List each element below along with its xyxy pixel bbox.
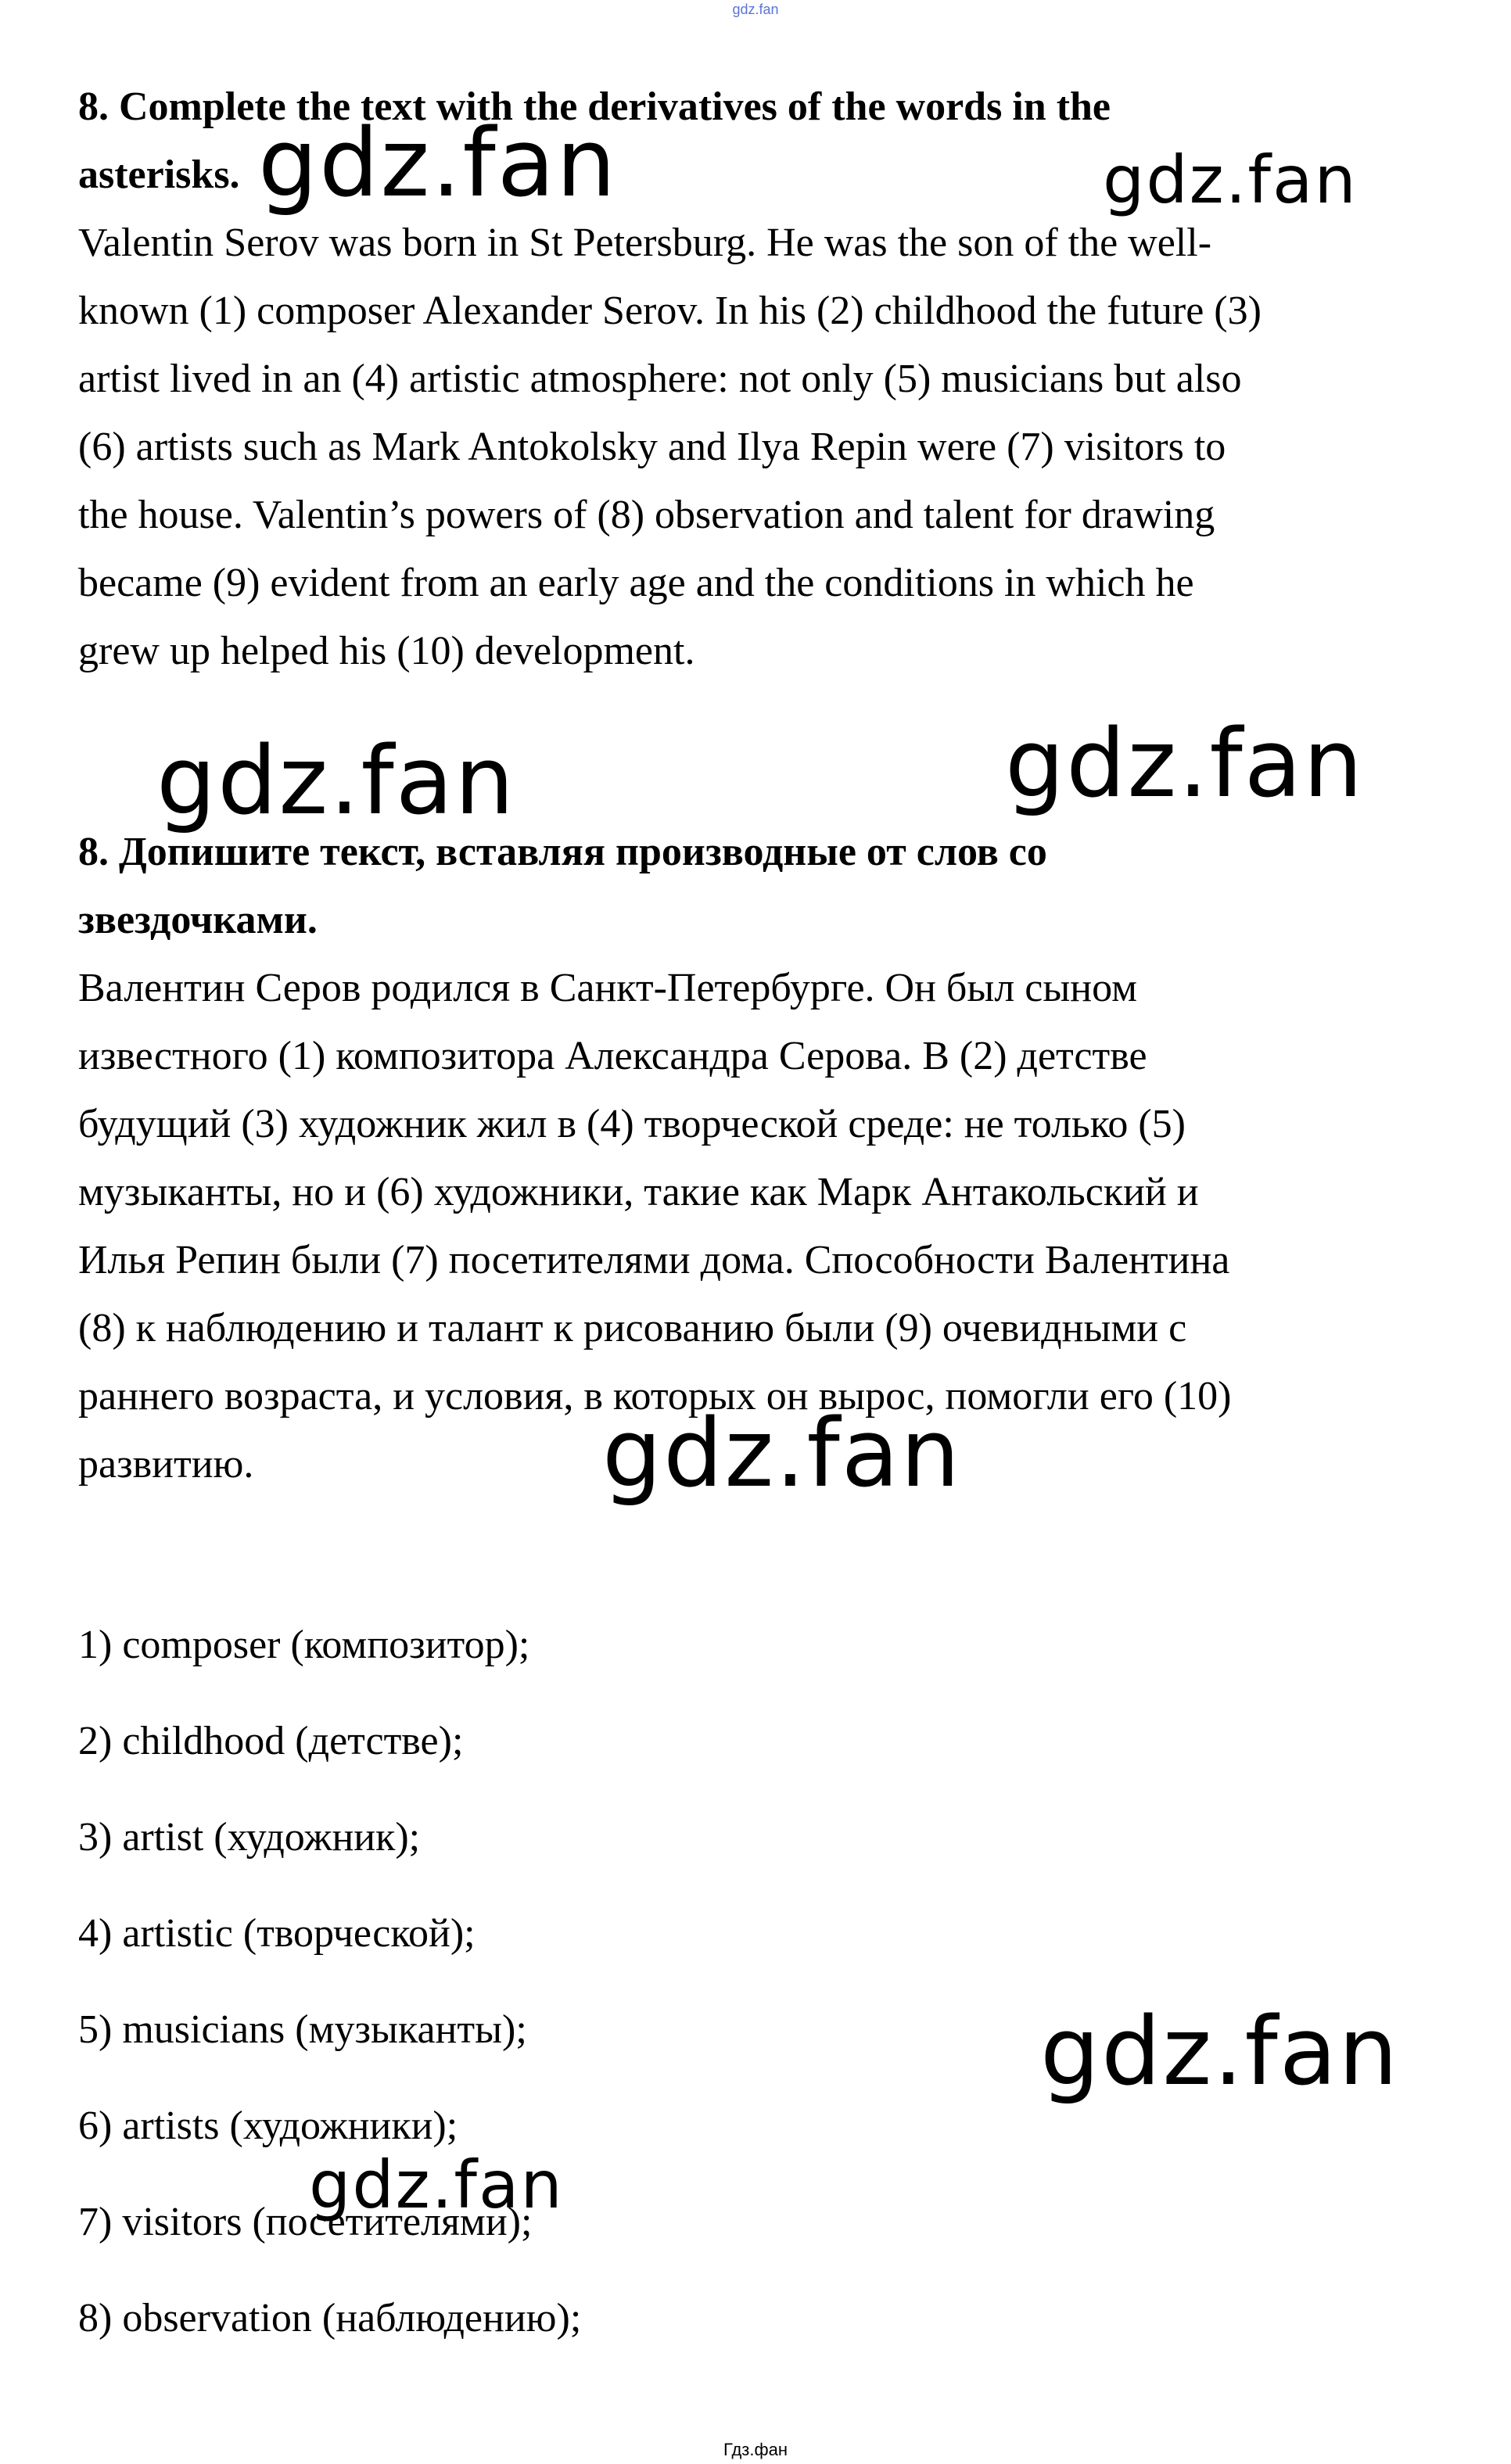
watermark: gdz.fan	[1040, 1998, 1400, 2107]
russian-line: Илья Репин были (7) посетителями дома. Способности Валентина	[78, 1238, 1230, 1282]
russian-heading-line-1: 8. Допишите текст, вставляя производные от слов со	[78, 830, 1047, 874]
russian-heading-line-2: звездочками.	[78, 898, 318, 942]
watermark: gdz.fan	[156, 727, 516, 836]
english-line: artist lived in an (4) artistic atmosphere: not only (5) musicians but also	[78, 357, 1242, 401]
english-heading-line-1: 8. Complete the text with the derivatives of the words in the	[78, 84, 1111, 129]
english-line: known (1) composer Alexander Serov. In his (2) childhood the future (3)	[78, 289, 1262, 333]
english-line: grew up helped his (10) development.	[78, 629, 695, 673]
russian-line: раннего возраста, и условия, в которых он вырос, помогли его (10)	[78, 1374, 1232, 1419]
answer-item: 1) composer (композитор);	[78, 1623, 530, 1667]
russian-line: (8) к наблюдению и талант к рисованию были (9) очевидными с	[78, 1306, 1187, 1350]
answer-item: 3) artist (художник);	[78, 1815, 421, 1860]
watermark: gdz.fan	[258, 109, 618, 218]
watermark: gdz.fan	[309, 2147, 564, 2223]
russian-line: будущий (3) художник жил в (4) творческой среде: не только (5)	[78, 1102, 1186, 1146]
answer-item: 2) childhood (детстве);	[78, 1719, 464, 1763]
answers-list	[78, 1622, 1173, 2391]
russian-line: развитию.	[78, 1442, 254, 1487]
answer-item: 6) artists (художники);	[78, 2104, 458, 2148]
english-heading-line-2: asterisks.	[78, 152, 240, 197]
russian-task	[78, 818, 1455, 1498]
russian-line: известного (1) композитора Александра Серова. В (2) детстве	[78, 1034, 1147, 1078]
footer: Гдз.фан	[723, 2440, 788, 2459]
english-text	[78, 209, 1455, 685]
english-line: (6) artists such as Mark Antokolsky and Ilya Repin were (7) visitors to	[78, 425, 1226, 469]
answer-item: 5) musicians (музыканты);	[78, 2007, 527, 2052]
russian-line: музыканты, но и (6) художники, такие как Марк Антакольский и	[78, 1170, 1199, 1214]
watermark: gdz.fan	[602, 1400, 962, 1508]
russian-heading	[78, 818, 1455, 954]
watermark: gdz.fan	[1103, 142, 1358, 218]
english-line: became (9) evident from an early age and the conditions in which he	[78, 561, 1194, 605]
top-watermark: gdz.fan	[732, 2, 779, 17]
english-line: the house. Valentin’s powers of (8) observation and talent for drawing	[78, 493, 1215, 537]
answer-item: 8) observation (наблюдению);	[78, 2296, 582, 2340]
answer-item: 4) artistic (творческой);	[78, 1911, 476, 1956]
english-line: Valentin Serov was born in St Petersburg. He was the son of the well-	[78, 221, 1212, 265]
answer-item: 7) visitors (посетителями);	[78, 2200, 533, 2244]
russian-line: Валентин Серов родился в Санкт-Петербурге. Он был сыном	[78, 966, 1138, 1010]
watermark: gdz.fan	[1005, 710, 1365, 819]
